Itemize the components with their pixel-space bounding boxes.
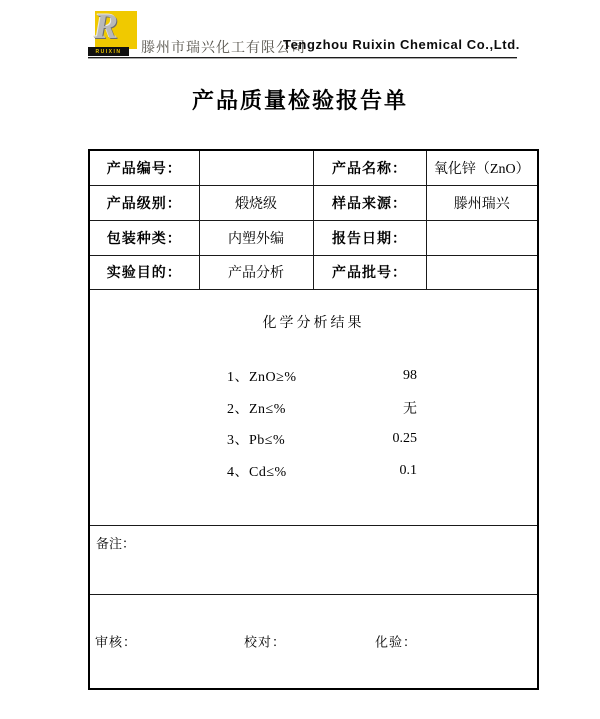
product-code-label: 产品编号： — [89, 150, 199, 185]
analysis-item-label: 3、Pb≤% — [227, 433, 286, 449]
analysis-item — [227, 424, 417, 456]
assay-label: 化验： — [375, 634, 418, 650]
packaging-type-label: 包装种类： — [89, 220, 199, 255]
remarks-cell — [89, 525, 538, 594]
company-logo — [88, 6, 138, 56]
packaging-type-value: 内塑外编 — [199, 220, 313, 255]
sample-source-label: 样品来源： — [313, 185, 426, 220]
table-row — [89, 150, 538, 185]
analysis-section — [89, 289, 538, 525]
product-grade-value: 煅烧级 — [199, 185, 313, 220]
company-name-cn: 滕州市瑞兴化工有限公司 — [141, 41, 306, 56]
remarks-row — [89, 525, 538, 594]
report-date-label: 报告日期： — [313, 220, 426, 255]
product-name-label: 产品名称： — [313, 150, 426, 185]
logo-brand-bar — [88, 47, 129, 56]
report-table — [88, 149, 539, 690]
signoff-cell — [89, 594, 538, 689]
experiment-purpose-value: 产品分析 — [199, 255, 313, 289]
header-divider — [88, 57, 517, 59]
table-row — [89, 185, 538, 220]
analysis-item-label: 1、ZnO≥% — [227, 370, 297, 386]
analysis-heading: 化学分析结果 — [262, 315, 365, 331]
analysis-item-value: 无 — [403, 401, 417, 417]
report-title: 产品质量检验报告单 — [191, 88, 408, 113]
signoff-row — [89, 594, 538, 689]
analysis-item — [227, 455, 417, 487]
product-grade-label: 产品级别： — [89, 185, 199, 220]
product-code-value — [199, 150, 313, 185]
experiment-purpose-label: 实验目的： — [89, 255, 199, 289]
product-batch-value — [426, 255, 538, 289]
product-batch-label: 产品批号： — [313, 255, 426, 289]
company-name-en: Tengzhou Ruixin Chemical Co.,Ltd. — [283, 37, 520, 52]
product-name-value: 氧化锌（ZnO） — [426, 150, 538, 185]
analysis-item — [227, 361, 417, 393]
review-label: 审核： — [95, 634, 138, 650]
analysis-item-value: 98 — [403, 368, 417, 384]
report-date-value — [426, 220, 538, 255]
analysis-item-label: 2、Zn≤% — [227, 401, 286, 417]
sample-source-value: 滕州瑞兴 — [426, 185, 538, 220]
table-row — [89, 220, 538, 255]
table-row — [89, 255, 538, 289]
analysis-item-value: 0.1 — [399, 462, 417, 478]
logo-brand-text: RUIXIN — [95, 48, 122, 55]
analysis-item-value: 0.25 — [392, 431, 417, 447]
analysis-item-label: 4、Cd≤% — [227, 464, 287, 480]
analysis-item — [227, 392, 417, 424]
analysis-list — [90, 361, 537, 487]
logo-r-letter: R — [94, 6, 119, 46]
analysis-row — [89, 289, 538, 525]
remarks-label: 备注： — [96, 535, 136, 551]
proofread-label: 校对： — [244, 634, 287, 650]
